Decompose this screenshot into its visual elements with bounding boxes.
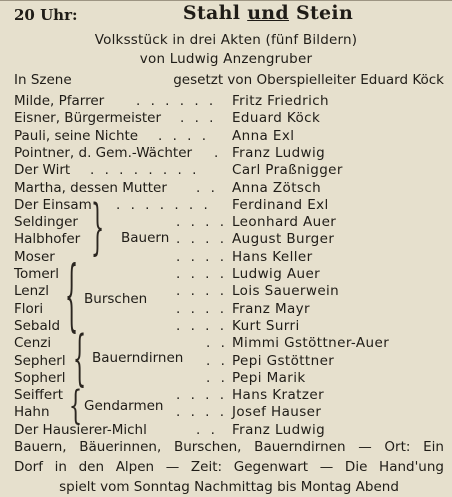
group-label-bauern: Bauern — [121, 230, 170, 246]
title-word-1: Stahl — [182, 2, 241, 24]
actor-name: Josef Hauser — [232, 404, 322, 421]
leader-dots: . — [214, 144, 222, 161]
leader-dots: . . — [206, 352, 228, 369]
actor-name: Leonhard Auer — [232, 214, 337, 231]
title-word-2: Stein — [295, 2, 354, 24]
leader-dots: . . . . — [176, 266, 228, 282]
role-name: Tomerl — [14, 266, 59, 282]
group-label-bauerndirnen: Bauerndirnen — [92, 350, 184, 366]
role-name: Sebald — [14, 317, 61, 334]
role-name: Lenzl — [14, 283, 49, 300]
role-name: Pauli, seine Nichte — [14, 127, 139, 144]
author-line: von Ludwig Anzengruber — [139, 51, 313, 67]
actor-name: Franz Ludwig — [232, 144, 326, 161]
staging-left: In Szene — [14, 72, 72, 88]
bauern-brace: } — [90, 193, 105, 263]
leader-dots: . . . . — [176, 283, 228, 300]
time-label: 20 Uhr: — [14, 6, 78, 24]
footer-line-1: Bauern, Bäuerinnen, Burschen, Bauerndirnen — Ort: Ein — [14, 439, 444, 455]
leader-dots: . . . . — [158, 127, 210, 144]
role-name: Milde, Pfarrer — [14, 93, 105, 109]
staging-line — [14, 72, 444, 88]
burschen-brace: { — [64, 251, 79, 343]
role-name: Sopherl — [14, 369, 66, 386]
role-name: Eisner, Bürgermeister — [14, 110, 162, 127]
leader-dots: . . . . . . . — [116, 196, 211, 213]
actor-name: Carl Praßnigger — [232, 162, 343, 179]
leader-dots: . . . . . . . . — [90, 162, 200, 179]
top-rule — [0, 0, 452, 1]
actor-name: Anna Exl — [232, 127, 295, 144]
leader-dots: . . . . — [176, 317, 228, 334]
actor-name: Pepi Marik — [232, 369, 306, 386]
actor-name: Anna Zötsch — [232, 179, 322, 196]
leader-dots: . . . . — [176, 248, 228, 265]
leader-dots: . . . . — [176, 214, 228, 231]
leader-dots: . . . . — [176, 404, 228, 421]
actor-name: Franz Ludwig — [232, 421, 326, 438]
staging-right: gesetzt von Oberspielleiter Eduard Köck — [173, 72, 444, 88]
role-name: Moser — [14, 248, 55, 265]
footer-note — [14, 437, 444, 497]
leader-dots: . . . . . . — [136, 93, 217, 109]
leader-dots: . . . . — [176, 387, 228, 404]
role-name: Flori — [14, 300, 44, 317]
actor-name: Ludwig Auer — [232, 266, 321, 282]
leader-dots: . . . — [180, 110, 217, 127]
footer-line-3: spielt vom Sonntag Nachmittag bis Montag Abend — [59, 479, 399, 495]
footer-line-2: Dorf in den Alpen — Zeit: Gegenwart — Die Hand'ung — [14, 459, 444, 475]
leader-dots: . . — [206, 369, 228, 386]
actor-name: August Burger — [232, 231, 335, 248]
role-name: Sepherl — [14, 352, 66, 369]
leader-dots: . . — [196, 179, 218, 196]
leader-dots: . . . . — [176, 300, 228, 317]
role-name: Cenzi — [14, 335, 52, 352]
gendarmen-brace: { — [68, 383, 83, 430]
role-name: Seiffert — [14, 387, 64, 404]
role-name: Der Wirt — [14, 162, 71, 179]
actor-name: Ferdinand Exl — [232, 196, 329, 213]
role-name: Pointner, d. Gem.-Wächter — [14, 144, 193, 161]
actor-name: Franz Mayr — [232, 300, 310, 317]
group-label-gendarmen: Gendarmen — [84, 398, 164, 414]
role-name: Hahn — [14, 404, 50, 421]
leader-dots: . . — [206, 335, 228, 352]
role-name: Seldinger — [14, 214, 78, 231]
actor-name: Eduard Köck — [232, 110, 321, 127]
leader-dots: . . — [196, 421, 218, 438]
actor-name: Mimmi Gstöttner-Auer — [232, 335, 390, 352]
leader-dots: . . . . — [176, 231, 228, 248]
play-title — [148, 2, 388, 24]
actor-name: Pepi Gstöttner — [232, 352, 335, 369]
actor-name: Hans Kratzer — [232, 387, 325, 404]
bauerndirnen-brace: { — [72, 324, 87, 394]
actor-name: Fritz Friedrich — [232, 93, 329, 109]
title-word-und: und — [247, 2, 290, 24]
actor-name: Kurt Surri — [232, 317, 300, 334]
group-label-burschen: Burschen — [84, 291, 148, 307]
role-name: Der Hausierer-Michl — [14, 421, 147, 438]
role-name: Der Einsam — [14, 196, 92, 213]
role-name: Halbhofer — [14, 231, 81, 248]
actor-name: Lois Sauerwein — [232, 283, 340, 300]
role-name: Martha, dessen Mutter — [14, 179, 167, 196]
actor-name: Hans Keller — [232, 248, 313, 265]
genre-line: Volksstück in drei Akten (fünf Bildern) — [94, 32, 358, 48]
